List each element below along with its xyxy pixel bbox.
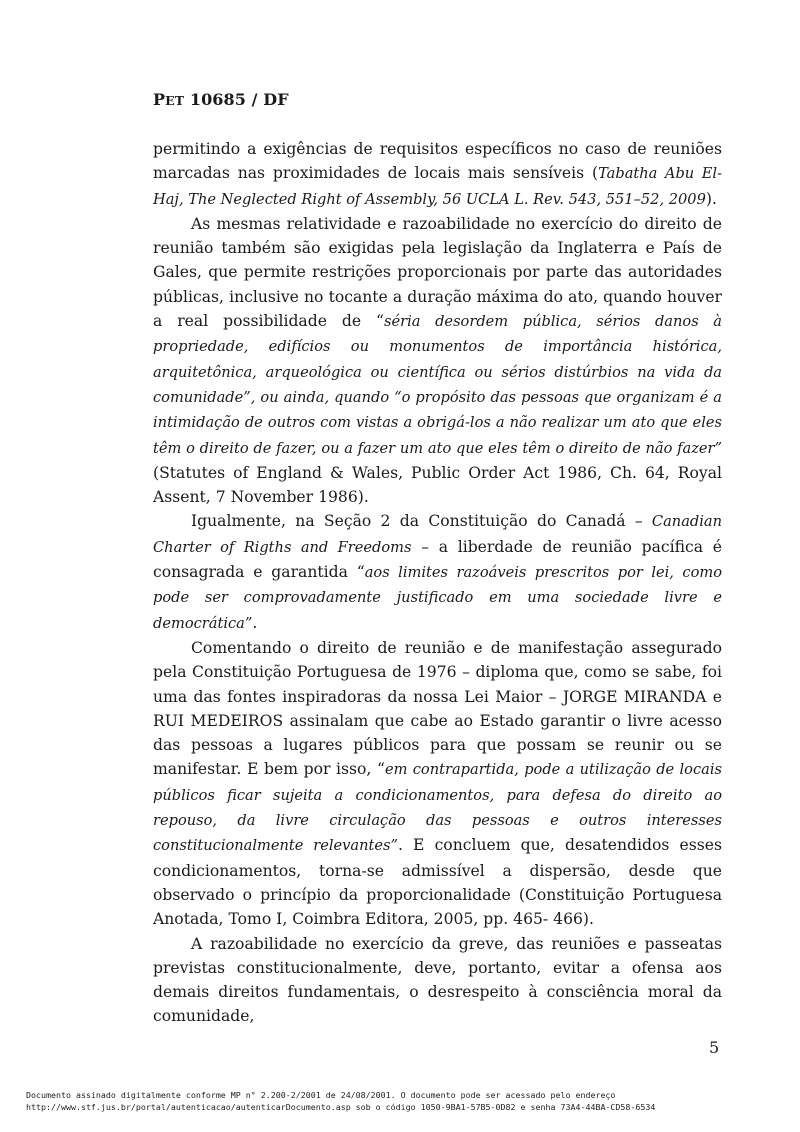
paragraph-1-text-a: permitindo a exigências de requisitos específicos no caso de reuniões marcadas nas proximidades de locais mais sensíveis ( xyxy=(153,140,722,183)
header-initial: P xyxy=(153,90,166,109)
paragraph-2-text-a: As mesmas relatividade e razoabilidade no exercício do direito de reunião também são exigidas pela legislação da Inglaterra e País de Gales, que permite restrições proporcionais por parte das autoridades públicas, inclusive no tocante a duração máxima do ato, quando houver a real possibilidade de “ xyxy=(153,214,722,331)
document-body xyxy=(153,137,722,1029)
header-small-caps: ET xyxy=(165,93,185,108)
page-number: 5 xyxy=(709,1038,720,1057)
paragraph-5-text: A razoabilidade no exercício da greve, das reuniões e passeatas previstas constitucionalmente, deve, portanto, evitar a ofensa aos demais direitos fundamentais, o desrespeito à consciência moral da comunidade, xyxy=(153,934,722,1026)
paragraph-5 xyxy=(153,932,722,1029)
paragraph-4 xyxy=(153,636,722,932)
footer-line-1: Documento assinado digitalmente conforme MP n° 2.200-2/2001 de 24/08/2001. O documento pode ser acessado pelo endereço xyxy=(26,1090,616,1100)
header-number: 10685 / DF xyxy=(184,90,289,109)
paragraph-3 xyxy=(153,509,722,635)
paragraph-1 xyxy=(153,137,722,212)
paragraph-3-text-a: Igualmente, na Seção 2 da Constituição do Canadá – xyxy=(191,512,652,531)
paragraph-2-quote: séria desordem pública, sérios danos à propriedade, edifícios ou monumentos de importância histórica, arquitetônica, arqueológica ou científica ou sérios distúrbios na vida da comunidade”, ou ainda, quando “o propósito das pessoas que organizam é a intimidação de outros com vistas a obrigá-los a não realizar um ato que eles têm o direito de fazer, ou a fazer um ato que eles têm o direito de não fazer” xyxy=(153,313,723,457)
case-header xyxy=(153,90,289,109)
digital-signature-footer xyxy=(26,1089,786,1113)
footer-line-2: http://www.stf.jus.br/portal/autenticacao/autenticarDocumento.asp sob o código 1050-9BA1-57B5-0D82 e senha 73A4-44BA-CD58-6534 xyxy=(26,1102,656,1112)
paragraph-4-text-b: . E concluem que, desatendidos esses condicionamentos, torna-se admissível a dispersão, desde que observado o princípio da proporcionalidade (Constituição Portuguesa Anotada, Tomo I, Coimbra Editora, 2005, pp. 465- 466). xyxy=(153,836,722,929)
paragraph-2 xyxy=(153,212,722,510)
paragraph-3-text-c: . xyxy=(252,613,258,632)
paragraph-3-charter-name: Canadian Charter of Rigths and Freedoms xyxy=(153,513,722,556)
paragraph-4-quote: em contrapartida, pode a utilização de locais públicos ficar sujeita a condicionamentos, para defesa do direito ao repouso, da livre circulação das pessoas e outros interesses constitucionalmente relevantes” xyxy=(153,761,722,855)
paragraph-4-text-a: Comentando o direito de reunião e de manifestação assegurado pela Constituição Portuguesa de 1976 – diploma que, como se sabe, foi uma das fontes inspiradoras da nossa Lei Maior – JORGE MIRANDA e RUI MEDEIROS assinalam que cabe ao Estado garantir o livre acesso das pessoas a lugares públicos para que possam se reunir ou se manifestar. E bem por isso, “ xyxy=(153,638,722,779)
paragraph-3-quote: aos limites razoáveis prescritos por lei, como pode ser comprovadamente justificado em uma sociedade livre e democrática” xyxy=(153,564,723,632)
paragraph-1-text-b: ). xyxy=(705,189,717,208)
paragraph-2-text-b: (Statutes of England & Wales, Public Order Act 1986, Ch. 64, Royal Assent, 7 November 1986). xyxy=(153,463,722,507)
paragraph-3-text-b: – a liberdade de reunião pacífica é consagrada e garantida “ xyxy=(153,537,722,582)
paragraph-1-citation: Tabatha Abu El-Haj, The Neglected Right of Assembly, 56 UCLA L. Rev. 543, 551–52, 2009 xyxy=(153,165,722,208)
